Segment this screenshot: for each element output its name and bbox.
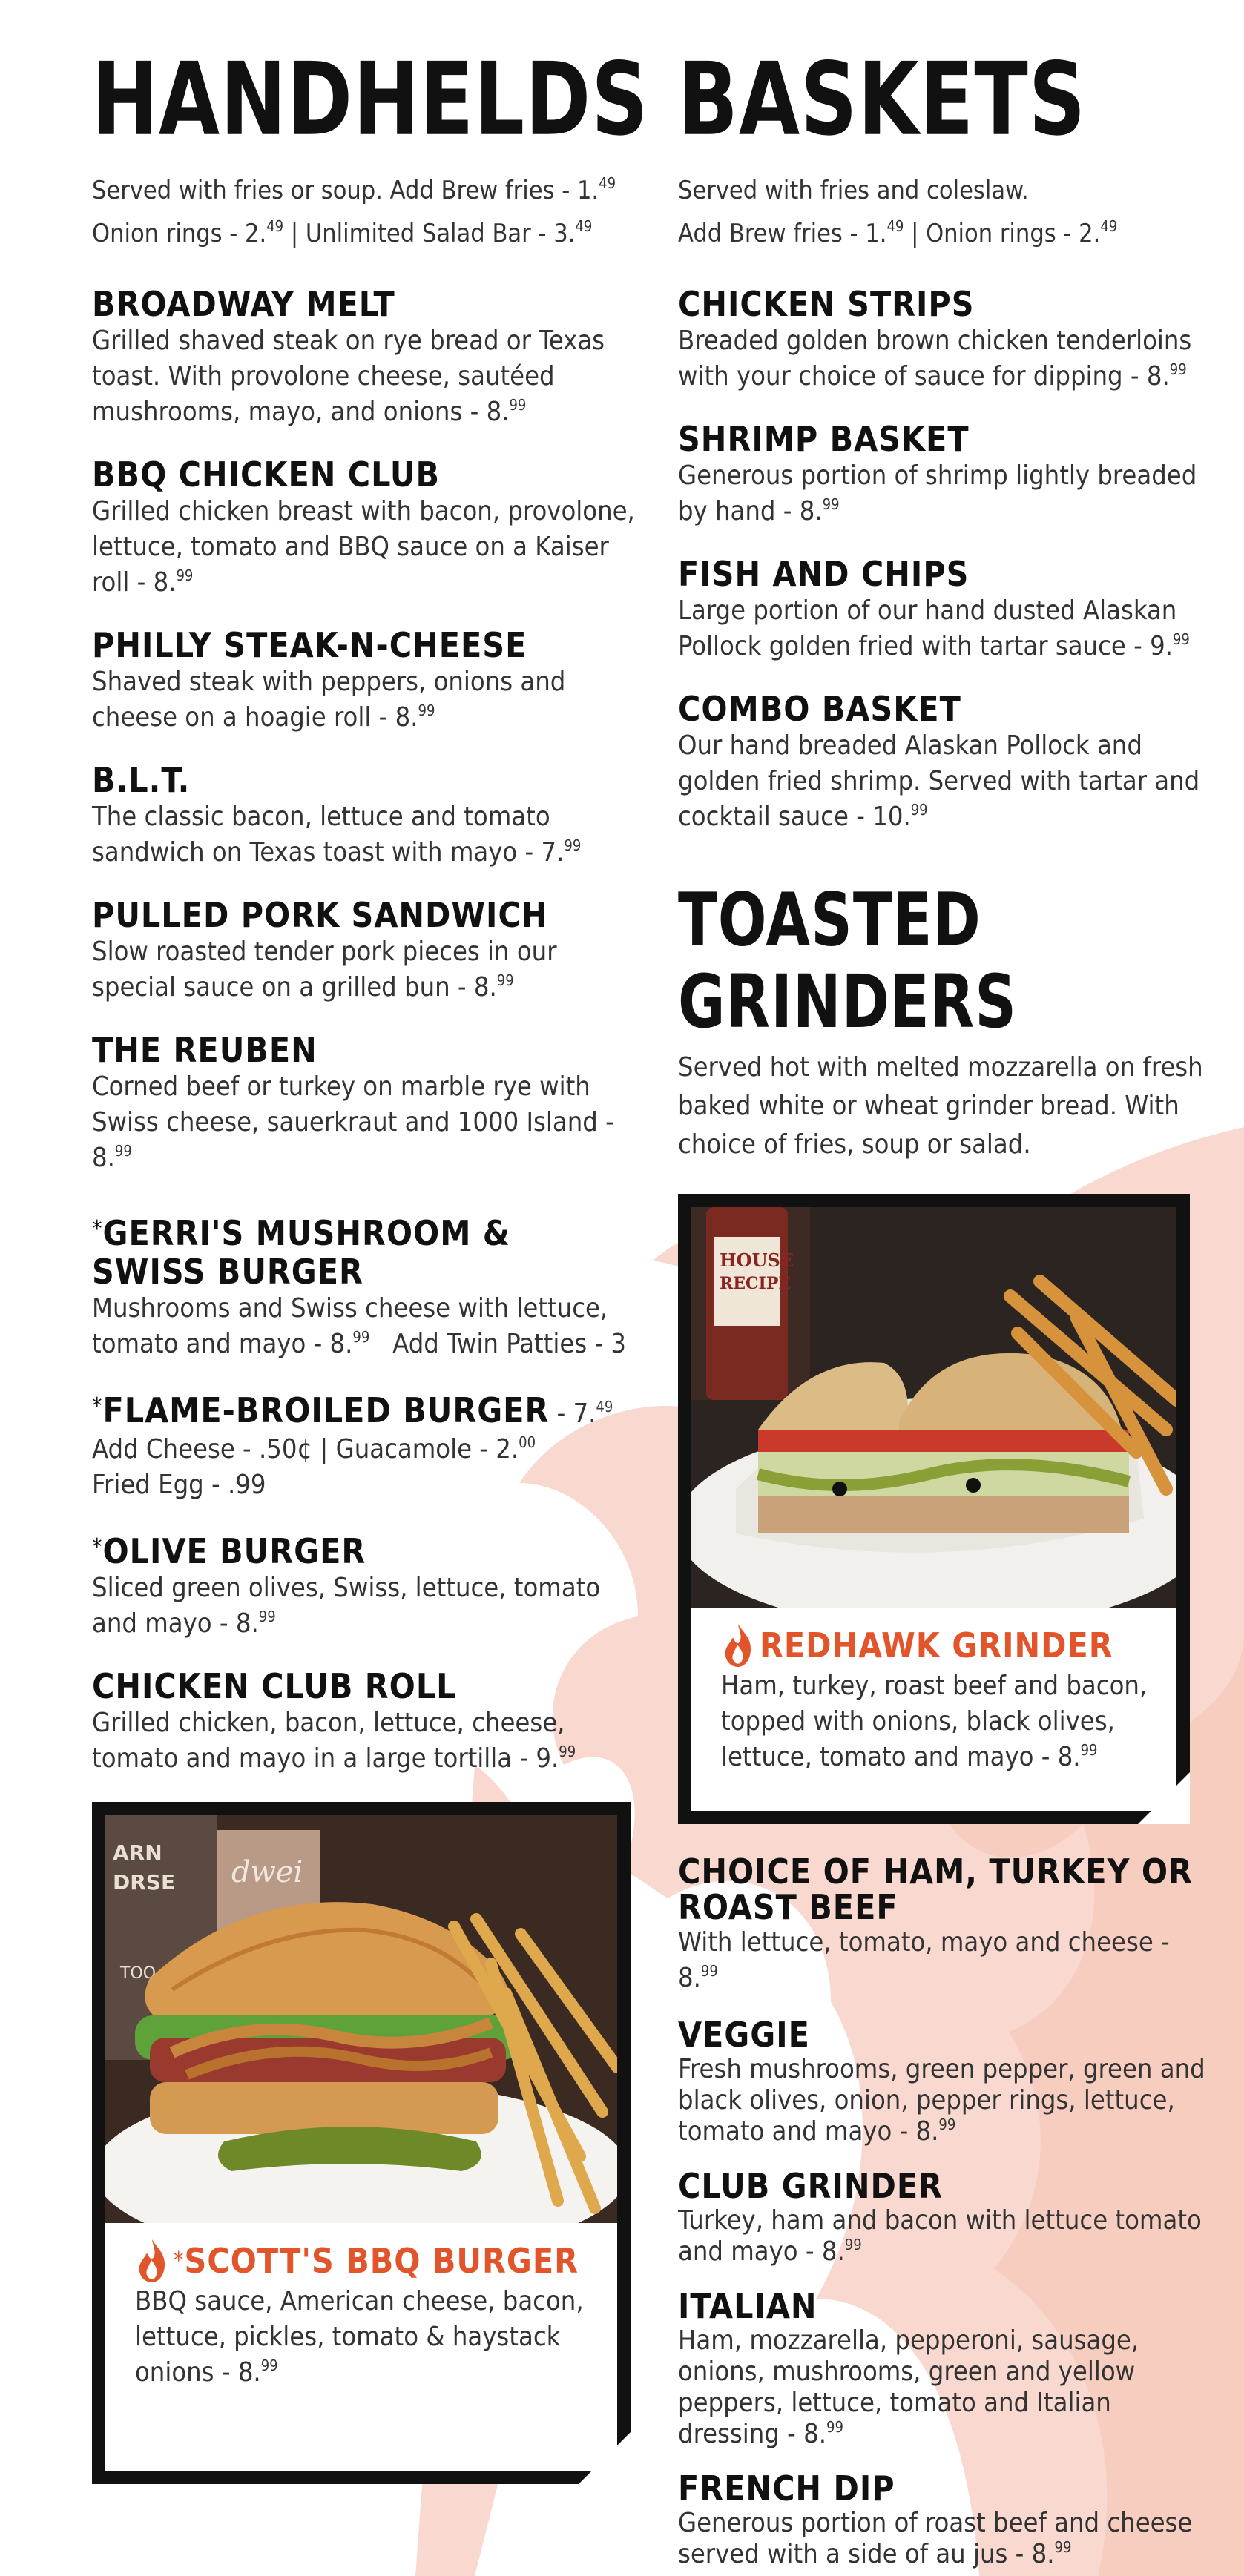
menu-item-club-grinder: CLUB GRINDER Turkey, ham and bacon with lettuce tomato and mayo - 8.99 [678,2166,1202,2267]
scotts-bbq-burger-title: SCOTT'S BBQ BURGER [184,2241,579,2281]
handhelds-intro-line-2: Onion rings - 2.49 | Unlimited Salad Bar - 3.49 [92,217,593,248]
card-cut-corner [579,2432,631,2484]
flame-icon [135,2238,169,2284]
flame-icon [721,1622,755,1668]
baskets-intro [678,169,1212,255]
bottle-label-2: RECIPE [720,1274,792,1293]
menu-item-chicken-strips: CHICKEN STRIPS Breaded golden brown chicken tenderloins with your choice of sauce for dipping - 8.99 [678,284,1192,392]
menu-item-flame-broiled-burger: *FLAME-BROILED BURGER - 7.49 Add Cheese - .50¢ | Guacamole - 2.00 Fried Egg - .99 [92,1390,613,1500]
handhelds-column [92,40,649,2484]
grinders-heading: TOASTED GRINDERS [678,877,1018,1046]
menu-item-veggie: VEGGIE Fresh mushrooms, green pepper, green and black olives, onion, pepper rings, lettuce, tomato and mayo - 8.99 [678,2015,1205,2147]
redhawk-grinder-text [691,1608,1176,1775]
can-label-2: DRSE [113,1870,176,1895]
menu-item-french-dip: FRENCH DIP Generous portion of roast beef and cheese served with a side of au jus - 8.99 [678,2468,1193,2569]
baskets-heading: BASKETS [678,40,1087,158]
menu-item-bbq-chicken-club: BBQ CHICKEN CLUB Grilled chicken breast with bacon, provolone, lettuce, tomato and BBQ sauce on a Kaiser roll - 8.99 [92,455,635,598]
baskets-column [678,40,1212,2570]
menu-item-combo-basket: COMBO BASKET Our hand breaded Alaskan Pollock and golden fried shrimp. Served with tartar and cocktail sauce - 10.99 [678,689,1200,832]
menu-item-olive-burger: *OLIVE BURGER Sliced green olives, Swiss, lettuce, tomato and mayo - 8.99 [92,1531,601,1639]
menu-item-pulled-pork: PULLED PORK SANDWICH Slow roasted tender pork pieces in our special sauce on a grilled bun - 8.99 [92,895,557,1003]
scotts-bbq-burger-text: * SCOTT'S BBQ BURGER BBQ sauce, American cheese, bacon, lettuce, pickles, tomato & haystack onions - 8.99 [105,2223,617,2391]
menu-item-shrimp-basket: SHRIMP BASKET Generous portion of shrimp lightly breaded by hand - 8.99 [678,419,1197,526]
menu-item-choice-ham-turkey-roast-beef: CHOICE OF HAM, TURKEY OR ROAST BEEF With lettuce, tomato, mayo and cheese - 8.99 [678,1852,1193,1993]
menu-item-gerris-burger: *GERRI'S MUSHROOM & SWISS BURGER Mushrooms and Swiss cheese with lettuce, tomato and mayo - 8.99 Add Twin Patties - 3 [92,1213,627,1359]
burger-photo [105,1815,617,2223]
menu-item-reuben: THE REUBEN Corned beef or turkey on marble rye with Swiss cheese, sauerkraut and 1000 Island - 8.99 [92,1030,614,1173]
feature-card-scotts-bbq-burger [92,1802,631,2484]
card-cut-corner [1138,1772,1190,1824]
can-label-1: ARN [113,1840,162,1865]
baskets-intro-line-1: Served with fries and coleslaw. [678,176,1029,205]
can-label-3: dwei [231,1855,303,1889]
handhelds-heading: HANDHELDS [92,40,649,158]
grinders-intro: Served hot with melted mozzarella on fresh baked white or wheat grinder bread. With choice of fries, soup or salad. [678,1052,1203,1160]
can-label-4: TOO [120,1964,157,1983]
bottle-label-1: HOUSE [720,1249,794,1271]
handhelds-intro [92,169,641,255]
menu-item-blt: B.L.T. The classic bacon, lettuce and tomato sandwich on Texas toast with mayo - 7.99 [92,760,582,868]
menu-item-italian: ITALIAN Ham, mozzarella, pepperoni, sausage, onions, mushrooms, green and yellow peppers, lettuce, tomato and Italian dressing - 8.99 [678,2286,1139,2449]
redhawk-grinder-desc: Ham, turkey, roast beef and bacon, topped with onions, black olives, lettuce, tomato and mayo - 8.99 [721,1671,1148,1772]
scotts-bbq-burger-desc: BBQ sauce, American cheese, bacon, lettuce, pickles, tomato & haystack onions - 8.99 [135,2286,584,2388]
grinder-photo [691,1207,1176,1608]
menu-item-philly-steak: PHILLY STEAK-N-CHEESE Shaved steak with peppers, onions and cheese on a hoagie roll - 8.99 [92,625,566,733]
redhawk-grinder-title: REDHAWK GRINDER [760,1625,1113,1665]
menu-item-fish-and-chips: FISH AND CHIPS Large portion of our hand dusted Alaskan Pollock golden fried with tartar sauce - 9.99 [678,554,1190,661]
feature-card-redhawk-grinder [678,1194,1190,1824]
handhelds-intro-line-1: Served with fries or soup. Add Brew fries - 1.49 [92,174,616,205]
menu-item-chicken-club-roll: CHICKEN CLUB ROLL Grilled chicken, bacon, lettuce, cheese, tomato and mayo in a large tortilla - 9.99 [92,1666,576,1774]
menu-item-broadway-melt: BROADWAY MELT Grilled shaved steak on rye bread or Texas toast. With provolone cheese, sautéed mushrooms, mayo, and onions - 8.99 [92,284,605,427]
baskets-intro-line-2: Add Brew fries - 1.49 | Onion rings - 2.49 [678,217,1118,248]
